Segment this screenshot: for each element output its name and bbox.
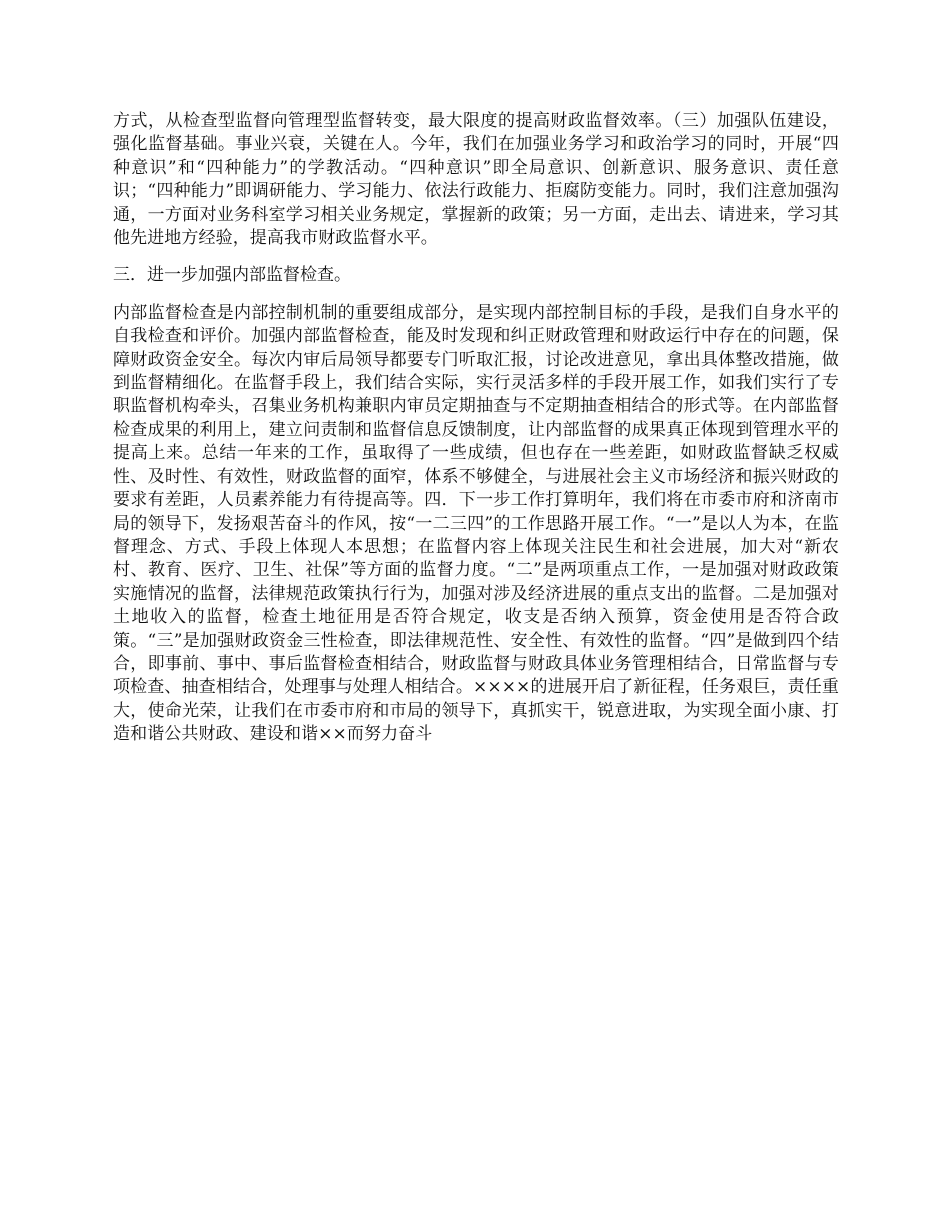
section-heading-internal-supervision: 三．进一步加强内部监督检查。 — [113, 265, 351, 286]
document-body — [113, 110, 839, 761]
paragraph-team-building: 方式，从检查型监督向管理型监督转变，最大限度的提高财政监督效率。（三）加强队伍建设，强化监督基础。事业兴衰，关键在人。今年，我们在加强业务学习和政治学习的同时，开展“四种意识”和“四种能力”的学教活动。“四种意识”即全局意识、创新意识、服务意识、责任意识；“四种能力”即调研能力、学习能力、依法行政能力、拒腐防变能力。同时，我们注意加强沟通，一方面对业务科室学习相关业务规定，掌握新的政策；另一方面，走出去、请进来，学习其他先进地方经验，提高我市财政监督水平。 — [113, 111, 839, 249]
paragraph-internal-supervision: 内部监督检查是内部控制机制的重要组成部分，是实现内部控制目标的手段，是我们自身水平的自我检查和评价。加强内部监督检查，能及时发现和纠正财政管理和财政运行中存在的问题，保障财政资金安全。每次内审后局领导都要专门听取汇报，讨论改进意见，拿出具体整改措施，做到监督精细化。在监督手段上，我们结合实际，实行灵活多样的手段开展工作，如我们实行了专职监督机构牵头，召集业务机构兼职内审员定期抽查与不定期抽查相结合的形式等。在内部监督检查成果的利用上，建立问责制和监督信息反馈制度，让内部监督的成果真正体现到管理水平的提高上来。总结一年来的工作，虽取得了一些成绩，但也存在一些差距，如财政监督缺乏权威性、及时性、有效性，财政监督的面窄，体系不够健全，与进展社会主义市场经济和振兴财政的要求有差距，人员素养能力有待提高等。四．下一步工作打算明年，我们将在市委市府和济南市局的领导下，发扬艰苦奋斗的作风，按“一二三四”的工作思路开展工作。“一”是以人为本，在监督理念、方式、手段上体现人本思想；在监督内容上体现关注民生和社会进展，加大对“新农村、教育、医疗、卫生、社保”等方面的监督力度。“二”是两项重点工作，一是加强对财政政策实施情况的监督，法律规范政策执行行为，加强对涉及经济进展的重点支出的监督。二是加强对土地收入的监督，检查土地征用是否符合规定，收支是否纳入预算，资金使用是否符合政策。“三”是加强财政资金三性检查，即法律规范性、安全性、有效性的监督。“四”是做到四个结合，即事前、事中、事后监督检查相结合，财政监督与财政具体业务管理相结合，日常监督与专项检查、抽查相结合，处理事与处理人相结合。××××的进展开启了新征程，任务艰巨，责任重大，使命光荣，让我们在市委市府和市局的领导下，真抓实干，锐意进取，为实现全面小康、打造和谐公共财政、建设和谐××而努力奋斗 — [113, 302, 839, 745]
